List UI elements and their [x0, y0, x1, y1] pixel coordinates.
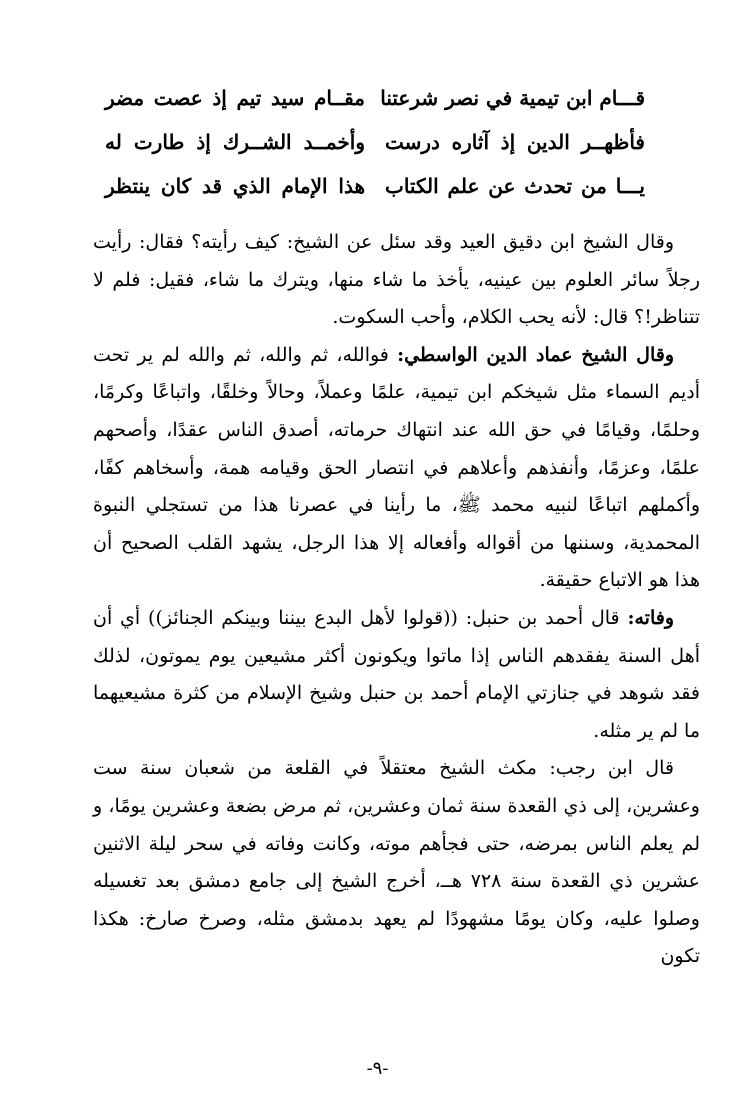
poem-verse	[105, 166, 645, 206]
paragraph-death	[93, 600, 700, 750]
paragraph-text: فوالله، ثم والله، ثم والله لم ير تحت أديم السماء مثل شيخكم ابن تيمية، علمًا وعملاً، وحالاً وخلقًا، واتباعًا وكرمًا، وحلمًا، وقيامًا في حق الله عند انتهاك حرماته، أصدق الناس عقدًا، وأصحهم علمًا، وعزمًا، وأنفذهم وأعلاهم في انتصار الحق وقيامه همة، وأسخاهم كفًا، وأكملهم اتباعًا لنبيه محمد ﷺ، ما رأينا في عصرنا هذا من تستجلي النبوة المحمدية، وسننها من أقواله وأفعاله إلا هذا الرجل، يشهد القلب الصحيح أن هذا هو الاتباع حقيقة.	[93, 343, 700, 592]
poem-block	[105, 78, 645, 210]
poem-hemistich-second: هذا الإمام الذي قد كان ينتظر	[105, 174, 365, 198]
paragraph-wasiti	[93, 337, 700, 600]
poem-hemistich-first: يـــا من تحدث عن علم الكتاب	[385, 174, 645, 198]
paragraph-ibn-daqiq: وقال الشيخ ابن دقيق العيد وقد سئل عن الشيخ: كيف رأيته؟ فقال: رأيت رجلاً سائر العلوم بين عينيه، يأخذ ما شاء منها، ويترك ما شاء، فقيل: فلم لا تتناظر!؟ قال: لأنه يحب الكلام، وأحب السكوت.	[93, 231, 700, 329]
poem-hemistich-first: فأظهــر الدين إذ آثاره درست	[385, 130, 645, 154]
paragraph-ibn-rajab: قال ابن رجب: مكث الشيخ معتقلاً في القلعة من شعبان سنة ست وعشرين، إلى ذي القعدة سنة ثمان وعشرين، ثم مرض بضعة وعشرين يومًا، و لم يعلم الناس بمرضه، حتى فجأهم موته، وكانت وفاته في سحر ليلة الاثنين عشرين ذي القعدة سنة ٧٢٨ هــ، أخرج الشيخ إلى جامع دمشق بعد تغسيله وصلوا عليه، وكان يومًا مشهودًا لم يعهد بدمشق مثله، وصرخ صارخ: هكذا تكون	[93, 757, 701, 968]
paragraph-text: قال أحمد بن حنبل: ((قولوا لأهل البدع بيننا وبينكم الجنائز)) أي أن أهل السنة يفقدهم الناس إذا ماتوا ويكونون أكثر مشيعين يوم يموتون، لذلك فقد شوهد في جنازتي الإمام أحمد بن حنبل وشيخ الإسلام من كثرة مشيعيهما ما لم ير مثله.	[93, 606, 700, 742]
page-number: -٩-	[366, 1058, 389, 1079]
poem-verse	[105, 122, 645, 162]
poem-hemistich-second: مقــام سيد تيم إذ عصت مضر	[105, 86, 365, 110]
poem-hemistich-second: وأخمــد الشــرك إذ طارت له	[105, 130, 365, 154]
paragraph-lead: وقال الشيخ عماد الدين الواسطي:	[397, 343, 674, 366]
poem-hemistich-first: قـــام ابن تيمية في نصر شرعتنا	[380, 86, 645, 110]
body-text	[93, 224, 700, 976]
poem-verse	[105, 78, 645, 118]
paragraph-lead: وفاته:	[627, 606, 674, 629]
